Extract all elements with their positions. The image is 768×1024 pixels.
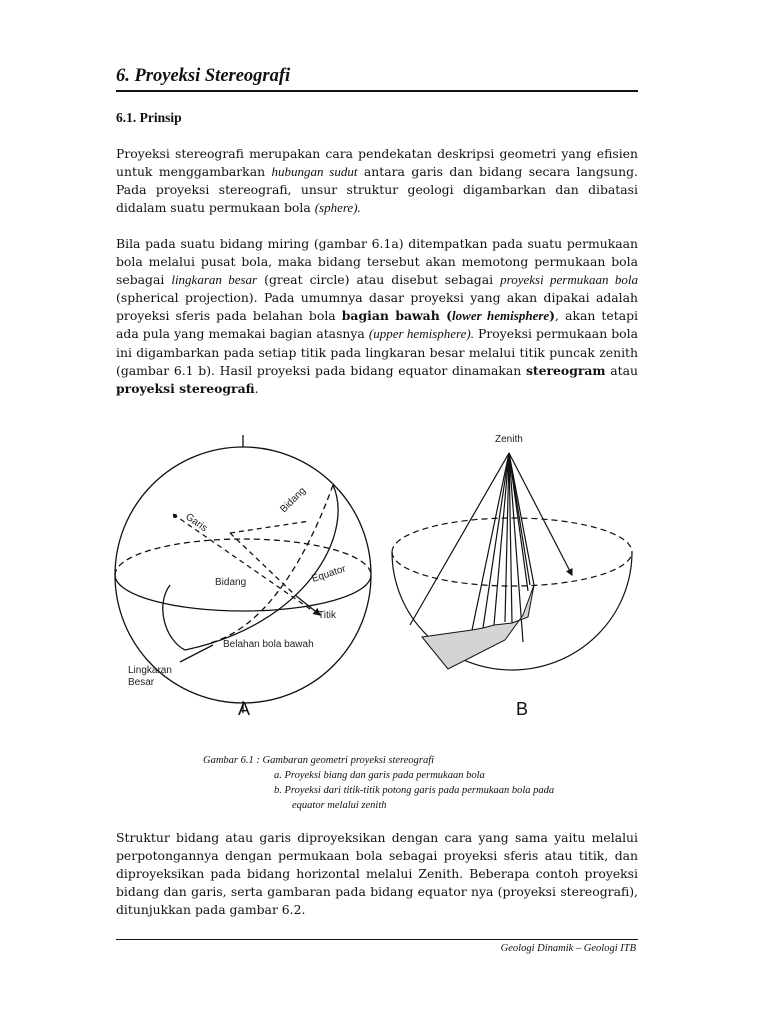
label-bidang-top: Bidang [278,485,309,516]
title-rule [116,90,638,92]
letter-a: A [238,699,251,719]
label-equator: Equator [310,563,348,585]
label-belahan: Belahan bola bawah [223,639,314,650]
paragraph-intro: Proyeksi stereografi merupakan cara pendekatan deskripsi geometri yang efisien untuk menggambarkan hubungan sudut antara garis dan bidang secara langsung. Pada proyeksi stereografi, unsur struktur geologi digambarkan dan dibatasi didalam suatu permukaan bola (sphere). [116,146,638,216]
label-besar: Besar [128,677,155,688]
letter-b: B [516,699,529,719]
label-zenith: Zenith [495,434,523,445]
figure-caption-b-cont: equator melalui zenith [292,800,387,811]
figure-caption-a: a. Proyeksi biang dan garis pada permukaan bola [274,770,485,781]
paragraph-structure: Struktur bidang atau garis diproyeksikan dengan cara yang sama yaitu melalui perpotongannya dengan permukaan bola sebagai proyeksi sferis atau titik, dan diproyeksikan pada bidang horizontal melalui Zenith. Beberapa contoh proyeksi bidang dan garis, serta gambaran pada bidang equator nya (proyeksi stereografi), ditunjukkan pada gambar 6.2. [116,830,638,918]
footer-rule [116,939,638,940]
section-heading: 6.1. Prinsip [116,110,182,125]
label-titik: Titik [318,610,336,621]
garis-point [173,514,177,518]
figure-stereographic-geometry [110,425,650,725]
paragraph-projection: Bila pada suatu bidang miring (gambar 6.1a) ditempatkan pada suatu permukaan bola melalui pusat bola, maka bidang tersebut akan memotong permukaan bola sebagai lingkaran besar (great circle) atau disebut sebagai proyeksi permukaan bola (spherical projection). Pada umumnya dasar proyeksi yang akan dipakai adalah proyeksi sferis pada belahan bola bagian bawah (lower hemisphere), akan tetapi ada pula yang memakai bagian atasnya (upper hemisphere). Proyeksi permukaan bola ini digambarkan pada setiap titik pada lingkaran besar melalui titik puncak zenith (gambar 6.1 b). Hasil proyeksi pada bidang equator dinamakan stereogram atau proyeksi stereografi. [116,236,638,396]
footer-text: Geologi Dinamik – Geologi ITB [500,943,636,954]
projection-shaded-area [422,585,534,669]
label-bidang: Bidang [215,577,247,588]
chapter-title: 6. Proyeksi Stereografi [116,66,291,86]
figure-caption-b: b. Proyeksi dari titik-titik potong garis pada permukaan bola pada [274,785,555,796]
label-lingkaran: Lingkaran [128,665,172,676]
label-garis: Garis [183,511,210,535]
figure-caption: Gambar 6.1 : Gambaran geometri proyeksi stereografi [203,755,435,766]
